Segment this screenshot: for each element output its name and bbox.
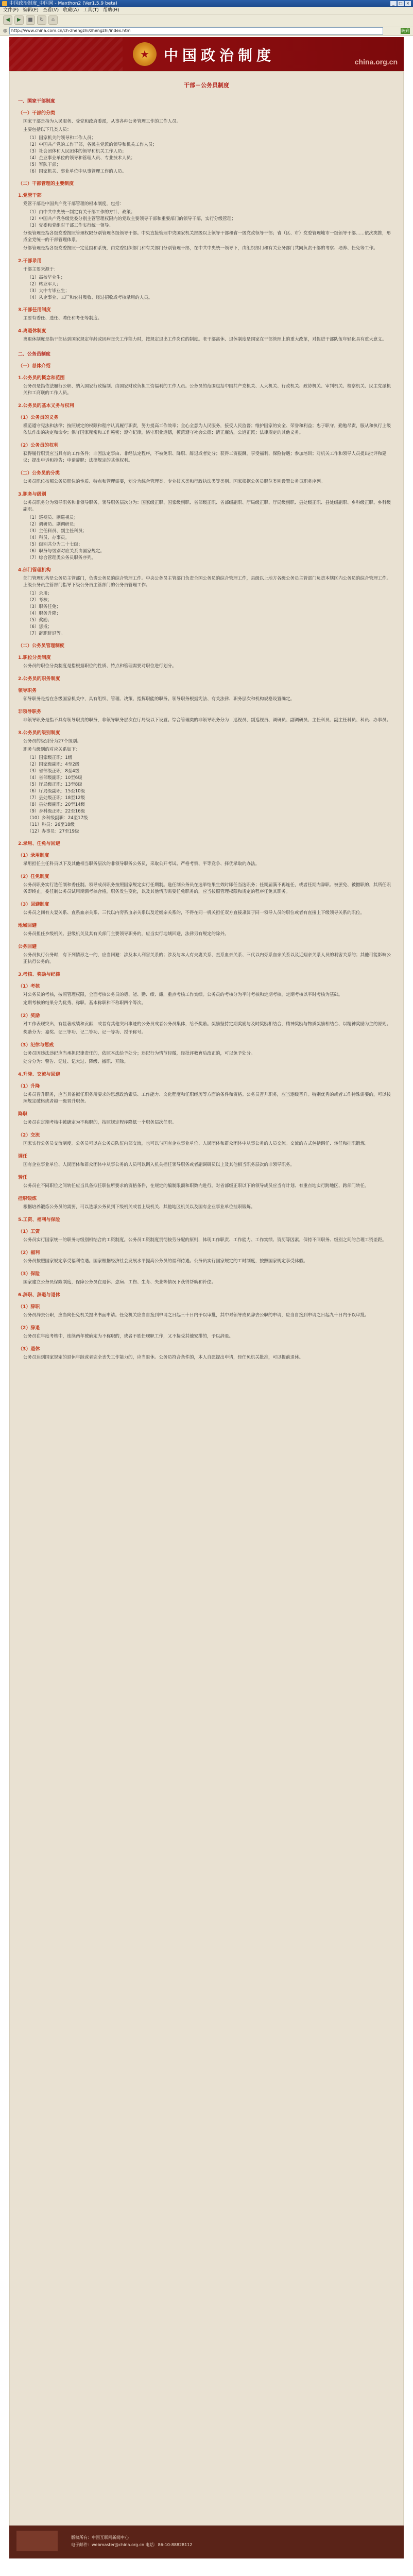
subsection-heading: 2.公务员的基本义务与权利 xyxy=(18,403,74,409)
subsection-heading: 降职 xyxy=(18,1112,28,1117)
list-item: （3）社会团体和人民团体的领导和机关工作人员； xyxy=(27,149,127,154)
paragraph: 公务员晋升职务，应当具备拟任职务所要求的思想政治素质、工作能力、文化程度和任职经历等方面的条件和资格。公务员晋升职务，应当逐级晋升。特别优秀的或者工作特殊需要的，可以按照规定破格或者越一级晋升职务。 xyxy=(23,1092,391,1104)
list-item: （8）县处级副职：20至14级 xyxy=(27,802,85,807)
paragraph: 根据培养锻炼公务员的需要，可以选派公务员到下级机关或者上级机关、其他地区机关以及国有企业事业单位挂职锻炼。 xyxy=(23,1205,255,1210)
banner-title: 中国政治制度 xyxy=(164,47,276,64)
article-content xyxy=(9,71,404,2558)
list-item: （1）录用； xyxy=(27,591,52,596)
page-icon: ◍ xyxy=(3,28,7,33)
paragraph: 模范遵守宪法和法律；按照规定的权限和程序认真履行职责，努力提高工作效率；全心全意为人民服务，接受人民监督；维护国家的安全、荣誉和利益；忠于职守，勤勉尽责，服从和执行上级依法作出的决定和命令；保守国家秘密和工作秘密；遵守纪律，恪守职业道德，模范遵守社会公德；清正廉洁，公道正派；法律规定的其他义务。 xyxy=(23,423,391,435)
paragraph: 公务员因违法违纪应当承担纪律责任的，依照本法给予处分；违纪行为情节轻微，经批评教育后改正的，可以免予处分。 xyxy=(23,1051,255,1056)
list-item: （7）辞职辞退等。 xyxy=(27,631,65,636)
address-bar xyxy=(0,26,413,36)
list-item: （3）党委和党组对干部工作实行统一领导。 xyxy=(27,223,113,228)
paragraph: 离退休制度是指干部达到国家规定年龄或因病丧失工作能力时，按规定退出工作岗位的制度。老干部离休、退休制度是国家在干部管理上的重大改革，对促进干部队伍年轻化具有重大意义。 xyxy=(23,337,387,342)
menu-edit[interactable]: 编辑(E) xyxy=(23,8,39,13)
refresh-icon[interactable]: ↻ xyxy=(37,15,46,25)
paragraph: 公务员在定期考核中被确定为不称职的，按照规定程序降低一个职务层次任职。 xyxy=(23,1120,177,1125)
subsection-heading: （二）干部管理的主要制度 xyxy=(18,181,74,187)
subsection-heading: 地域回避 xyxy=(18,923,37,928)
list-item: （1）高校毕业生； xyxy=(27,275,65,280)
paragraph: 分级管理是指各级党委按照管理权限分别管理各级领导干部。中央直接管理中央国家机关部级以上领导干部和省一级党政领导干部；省（区、市）党委管理地市一级领导干部……依次类推，形成全党统一的干部管理体系。 xyxy=(23,231,391,243)
list-item: （2）考核； xyxy=(27,598,52,603)
subsection-heading: 挂职锻炼 xyxy=(18,1196,37,1201)
maximize-icon[interactable]: □ xyxy=(398,1,404,6)
paragraph: 主要有委任、选任、聘任和考任等制度。 xyxy=(23,316,102,321)
article-title: 干部－公务员制度 xyxy=(184,82,229,89)
subsection-heading: 2.公务员的职务制度 xyxy=(18,676,60,682)
subsection-heading: 转任 xyxy=(18,1175,28,1180)
footer-logo xyxy=(16,2531,58,2551)
paragraph: 公务员执行公务时，有下列情形之一的，应当回避：涉及本人利害关系的；涉及与本人有夫妻关系、直系血亲关系、三代以内旁系血亲关系以及近姻亲关系人员的利害关系的；其他可能影响公正执行公务的。 xyxy=(23,953,391,964)
back-icon[interactable]: ◀ xyxy=(3,15,12,25)
footer-contact[interactable]: 电子邮件：webmaster@china.org.cn 电话：86-10-88828112 xyxy=(71,2543,193,2547)
paragraph: 公务员辞去公职，应当向任免机关提出书面申请。任免机关应当自接到申请之日起三十日内予以审批，其中对领导成员辞去公职的申请，应当自接到申请之日起九十日内予以审批。 xyxy=(23,1313,369,1318)
banner-pattern xyxy=(9,37,123,71)
paragraph: 国有企业事业单位、人民团体和群众团体中从事公务的人员可以调入机关担任领导职务或者副调研员以上及其他相当职务层次的非领导职务。 xyxy=(23,1162,295,1167)
paragraph: 对公务员的考核，按照管理权限，全面考核公务员的德、能、勤、绩、廉，重点考核工作实绩。公务员的考核分为平时考核和定期考核。定期考核以平时考核为基础。 xyxy=(23,992,343,997)
paragraph: 主要包括以下几类人员： xyxy=(23,127,72,132)
subsection-heading: 2.录用、任免与回避 xyxy=(18,841,60,846)
subsection-heading: 3.公务员的级别制度 xyxy=(18,731,60,736)
paragraph: 党管干部是中国共产党干部管理的根本制度，包括： xyxy=(23,201,124,207)
window-titlebar xyxy=(0,0,413,7)
menu-help[interactable]: 帮助(H) xyxy=(102,8,119,13)
subsection-heading: 4.离退休制度 xyxy=(18,329,46,334)
list-item: （5）军队干部； xyxy=(27,162,61,167)
list-item: （4）省部级副职：10至6级 xyxy=(27,775,82,781)
stop-icon[interactable]: ■ xyxy=(26,15,35,25)
national-emblem-icon: ★ xyxy=(133,42,157,66)
list-item: （5）奖励； xyxy=(27,618,52,623)
section-heading: 二、公务员制度 xyxy=(18,352,51,357)
paragraph: 公务员之间有夫妻关系、直系血亲关系、三代以内旁系血亲关系以及近姻亲关系的，不得在同一机关担任双方直接隶属于同一领导人员的职位或者有直接上下级领导关系的职位。 xyxy=(23,910,365,916)
list-item: （5）级别共分为二十七级； xyxy=(27,542,83,547)
subsection-heading: （2）交流 xyxy=(18,1133,40,1138)
list-item: （5）厅局级正职：13至8级 xyxy=(27,782,82,787)
go-button[interactable]: 转到 xyxy=(401,28,409,33)
list-item: （6）惩戒； xyxy=(27,624,52,630)
menu-bar xyxy=(0,7,413,14)
subsection-heading: （3）保险 xyxy=(18,1272,40,1277)
list-item: （2）转业军人； xyxy=(27,282,61,287)
subsection-heading: （1）辞职 xyxy=(18,1304,40,1310)
paragraph: 国家建立公务员保险制度，保障公务员在退休、患病、工伤、生育、失业等情况下获得帮助和补偿。 xyxy=(23,1280,216,1285)
subsection-heading: 1.党管干部 xyxy=(18,193,42,198)
paragraph: 公务员职务分为领导职务和非领导职务。领导职务层次分为：国家级正职、国家级副职、省部级正职、省部级副职、厅局级正职、厅局级副职、县处级正职、县处级副职、乡科级正职、乡科级副职。 xyxy=(23,500,391,512)
home-icon[interactable]: ⌂ xyxy=(48,15,58,25)
browser-toolbar xyxy=(0,14,413,26)
subsection-heading: （一）总体介绍 xyxy=(18,364,51,369)
subsection-heading: （一）干部的分类 xyxy=(18,111,56,116)
list-item: （6）国家机关、事业单位中从事管理工作的人员。 xyxy=(27,169,127,174)
list-item: （1）国家机关的领导和工作人员； xyxy=(27,135,96,141)
list-item: （2）国家级副职：4至2级 xyxy=(27,762,80,767)
list-item: （4）职务升降； xyxy=(27,611,61,616)
subsection-heading: 3.职务与级别 xyxy=(18,492,46,497)
subsection-heading: （2）福利 xyxy=(18,1250,40,1256)
list-item: （6）职务与级别对应关系由国家规定。 xyxy=(27,549,105,554)
menu-tools[interactable]: 工具(T) xyxy=(83,8,99,13)
forward-icon[interactable]: ▶ xyxy=(14,15,24,25)
subsection-heading: 调任 xyxy=(18,1154,28,1159)
paragraph: 奖励分为：嘉奖、记三等功、记二等功、记一等功、授予称号。 xyxy=(23,1030,146,1035)
paragraph: 非领导职务是指不具有领导职责的职务，非领导职务层次在厅局级以下设置。综合管理类的非领导职务分为：巡视员、副巡视员、调研员、副调研员、主任科员、副主任科员、科员、办事员。 xyxy=(23,718,391,723)
paragraph: 公务员实行国家统一的职务与级别相结合的工资制度。公务员工资制度贯彻按劳分配的原则，体现工作职责、工作能力、工作实绩、资历等因素，保持不同职务、级别之间的合理工资差距。 xyxy=(23,1238,387,1243)
list-item: （4）从企事业、工厂和农村吸收、经过招收或考核录用的人员。 xyxy=(27,295,153,300)
subsection-heading: 5.工资、福利与保险 xyxy=(18,1217,60,1223)
list-item: （1）由中共中央统一制定有关干部工作的方针、政策； xyxy=(27,210,135,215)
list-item: （11）科员：26至18级 xyxy=(27,822,75,827)
list-item: （4）企业事业单位的领导和管理人员、专业技术人员； xyxy=(27,156,135,161)
subsection-heading: 6.辞职、辞退与退休 xyxy=(18,1293,60,1298)
paragraph: 国家实行公务员交流制度。公务员可以在公务员队伍内部交流，也可以与国有企业事业单位、人民团体和群众团体中从事公务的人员交流。交流的方式包括调任、转任和挂职锻炼。 xyxy=(23,1141,369,1146)
url-input[interactable]: http://www.china.com.cn/ch-zhengzhi/zhengzhi/index.htm xyxy=(9,27,383,35)
paragraph: 录用担任主任科员以下及其他相当职务层次的非领导职务公务员，采取公开考试、严格考察、平等竞争、择优录取的办法。 xyxy=(23,861,260,867)
paragraph: 干部主要来源于： xyxy=(23,267,59,272)
subsection-heading: 1.公务员的概念和范围 xyxy=(18,376,65,381)
subsection-heading: 非领导职务 xyxy=(18,709,42,715)
site-banner xyxy=(9,37,404,71)
list-item: （2）中国共产党的工作干部，各民主党派的领导和机关工作人员； xyxy=(27,142,157,147)
close-icon[interactable]: × xyxy=(405,1,411,6)
subsection-heading: 公务回避 xyxy=(18,944,37,950)
subsection-heading: 4.升降、交流与回避 xyxy=(18,1072,60,1077)
paragraph: 公务员担任乡级机关、县级机关及其有关部门主要领导职务的，应当实行地域回避，法律另有规定的除外。 xyxy=(23,931,229,937)
paragraph: 对工作表现突出，有显著成绩和贡献，或者有其他突出事迹的公务员或者公务员集体，给予奖励。奖励坚持定期奖励与及时奖励相结合，精神奖励与物质奖励相结合、以精神奖励为主的原则。 xyxy=(23,1022,391,1027)
paragraph: 公务员达到国家规定的退休年龄或者完全丧失工作能力的，应当退休。公务员符合条件的，本人自愿提出申请，经任免机关批准，可以提前退休。 xyxy=(23,1355,304,1360)
paragraph: 公务员的职位分类制度是指根据职位的性质、特点和管理需要对职位进行划分。 xyxy=(23,664,177,669)
list-item: （12）办事员：27至19级 xyxy=(27,829,79,834)
subsection-heading: （1）升降 xyxy=(18,1084,40,1089)
paragraph: 定期考核的结果分为优秀、称职、基本称职和不称职四个等次。 xyxy=(23,1001,146,1006)
section-heading: 一、国家干部制度 xyxy=(18,99,56,104)
subsection-heading: （1）公务员的义务 xyxy=(18,415,59,420)
paragraph: 获得履行职责应当具有的工作条件；非因法定事由、非经法定程序，不被免职、降职、辞退或者处分；获得工资报酬，享受福利、保险待遇；参加培训；对机关工作和领导人员提出批评和建议；提出申诉和控告；申请辞职；法律规定的其他权利。 xyxy=(23,451,387,463)
subsection-heading: （2）奖励 xyxy=(18,1013,40,1019)
paragraph: 处分分为：警告、记过、记大过、降级、撤职、开除。 xyxy=(23,1059,129,1064)
list-item: （3）省部级正职：8至4级 xyxy=(27,769,80,774)
subsection-heading: 1.职位分类制度 xyxy=(18,655,51,660)
window-title: 中国政治制度_中国网 - Maxthon2 (Ver1.5.9 beta) xyxy=(9,1,117,6)
paragraph: 公务员在年度考核中，连续两年被确定为不称职的，或者不胜任现职工作，又不接受其他安排的，予以辞退。 xyxy=(23,1334,234,1339)
list-item: （9）乡科级正职：22至16级 xyxy=(27,809,85,814)
paragraph: 分部管理是指各级党委按照一定范围和系统，由党委组织部门和有关部门分别管理干部，在中共中央统一领导下，由组织部门和有关业务部门共同负责干部的考察、培养、任免等工作。 xyxy=(23,246,378,251)
footer-copyright: 版权所有：中国互联网新闻中心 xyxy=(71,2535,129,2540)
menu-view[interactable]: 查看(V) xyxy=(42,8,59,13)
paragraph: 公务员是指依法履行公职、纳入国家行政编制、由国家财政负担工资福利的工作人员。公务员的范围包括中国共产党机关、人大机关、行政机关、政协机关、审判机关、检察机关、民主党派机关和工商联的工作人员。 xyxy=(23,384,391,396)
menu-file[interactable]: 文件(F) xyxy=(3,8,19,13)
subsection-heading: 3.考核、奖励与纪律 xyxy=(18,972,60,977)
list-item: （3）主任科员、副主任科员； xyxy=(27,529,87,534)
subsection-heading: （3）退休 xyxy=(18,1347,40,1352)
paragraph: 公务员职位按照公务员职位的性质、特点和管理需要，划分为综合管理类、专业技术类和行政执法类等类别。国家根据公务员职位类别设置公务员职务序列。 xyxy=(23,479,325,484)
subsection-heading: （2）辞退 xyxy=(18,1326,40,1331)
list-item: （10）乡科级副职：24至17级 xyxy=(27,816,88,821)
list-item: （4）科员、办事员。 xyxy=(27,535,70,540)
list-item: （1）巡视员、副巡视员； xyxy=(27,515,78,520)
list-item: （1）国家级正职：1级 xyxy=(27,755,73,760)
subsection-heading: （1）考核 xyxy=(18,984,40,989)
menu-favorites[interactable]: 收藏(A) xyxy=(63,8,79,13)
subsection-heading: （3）纪律与惩戒 xyxy=(18,1043,54,1048)
paragraph: 公务员在不同职位之间转任应当具备拟任职位所要求的资格条件，在规定的编制限额和职数内进行。对省部级正职以下的领导成员应当有计划、有重点地实行跨地区、跨部门转任。 xyxy=(23,1183,369,1189)
paragraph: 公务员职务实行选任制和委任制。领导成员职务按照国家规定实行任期制。选任制公务员在选举结果生效时即任当选职务；任期届满不再连任，或者任期内辞职、被罢免、被撤职的，其所任职务即终止。委任制公务员试用期满考核合格，职务发生变化，以及其他情形需要任免职务的，应当按照管理权限和规定的程序任免其职务。 xyxy=(23,883,391,894)
list-item: （2）中国共产党各级党委分别主管管理权限内的党政主要领导干部和重要部门的领导干部，实行分级管理； xyxy=(27,216,236,222)
subsection-heading: （2）任免制度 xyxy=(18,874,49,879)
subsection-heading: （1）录用制度 xyxy=(18,853,49,858)
subsection-heading: （3）回避制度 xyxy=(18,902,49,907)
site-logo-text: china.org.cn xyxy=(354,58,398,66)
browser-app-icon xyxy=(2,1,7,6)
list-item: （7）综合管理类公务员职务序列。 xyxy=(27,555,96,561)
list-item: （2）调研员、副调研员； xyxy=(27,522,78,527)
minimize-icon[interactable]: _ xyxy=(390,1,397,6)
web-page xyxy=(9,37,404,2576)
subsection-heading: （1）工资 xyxy=(18,1229,40,1234)
paragraph: 领导职务是指在各级国家机关中，具有组织、管理、决策、指挥职能的职务。领导职务根据宪法、有关法律、职务层次和机构规格设置确定。 xyxy=(23,697,295,702)
page-footer xyxy=(9,2526,404,2558)
subsection-heading: 4.部门管理机构 xyxy=(18,568,51,573)
list-item: （3）大中专毕业生； xyxy=(27,289,70,294)
list-item: （7）县处级正职：18至12级 xyxy=(27,795,85,801)
subsection-heading: 2.干部录用 xyxy=(18,259,42,264)
subsection-heading: （2）公务员的权利 xyxy=(18,443,59,448)
list-item: （6）厅局级副职：15至10级 xyxy=(27,789,85,794)
subsection-heading: （二）公务员管理制度 xyxy=(18,643,65,649)
paragraph: 部门管理机构是公务员主管部门，负责公务员的综合管理工作。中央公务员主管部门负责全国公务员的综合管理工作，县级以上地方各级公务员主管部门负责本辖区内公务员的综合管理工作。上级公务员主管部门指导下级公务员主管部门的公务员管理工作。 xyxy=(23,576,391,588)
article-body xyxy=(18,97,395,1361)
paragraph: 公务员的级别分为27个级别。 xyxy=(23,739,81,744)
paragraph: 国家干部是指为人民服务、受党和政府委派，从事各种公务管理工作的工作人员。 xyxy=(23,119,181,124)
list-item: （3）职务任免； xyxy=(27,604,61,609)
paragraph: 职务与级别的对应关系如下： xyxy=(23,747,80,752)
subsection-heading: 领导职务 xyxy=(18,688,37,693)
subsection-heading: 3.干部任用制度 xyxy=(18,308,51,313)
paragraph: 公务员按照国家规定享受福利待遇。国家根据经济社会发展水平提高公务员的福利待遇。公务员实行国家规定的工时制度，按照国家规定享受休假。 xyxy=(23,1259,308,1264)
subsection-heading: （二）公务员的分类 xyxy=(18,471,60,476)
